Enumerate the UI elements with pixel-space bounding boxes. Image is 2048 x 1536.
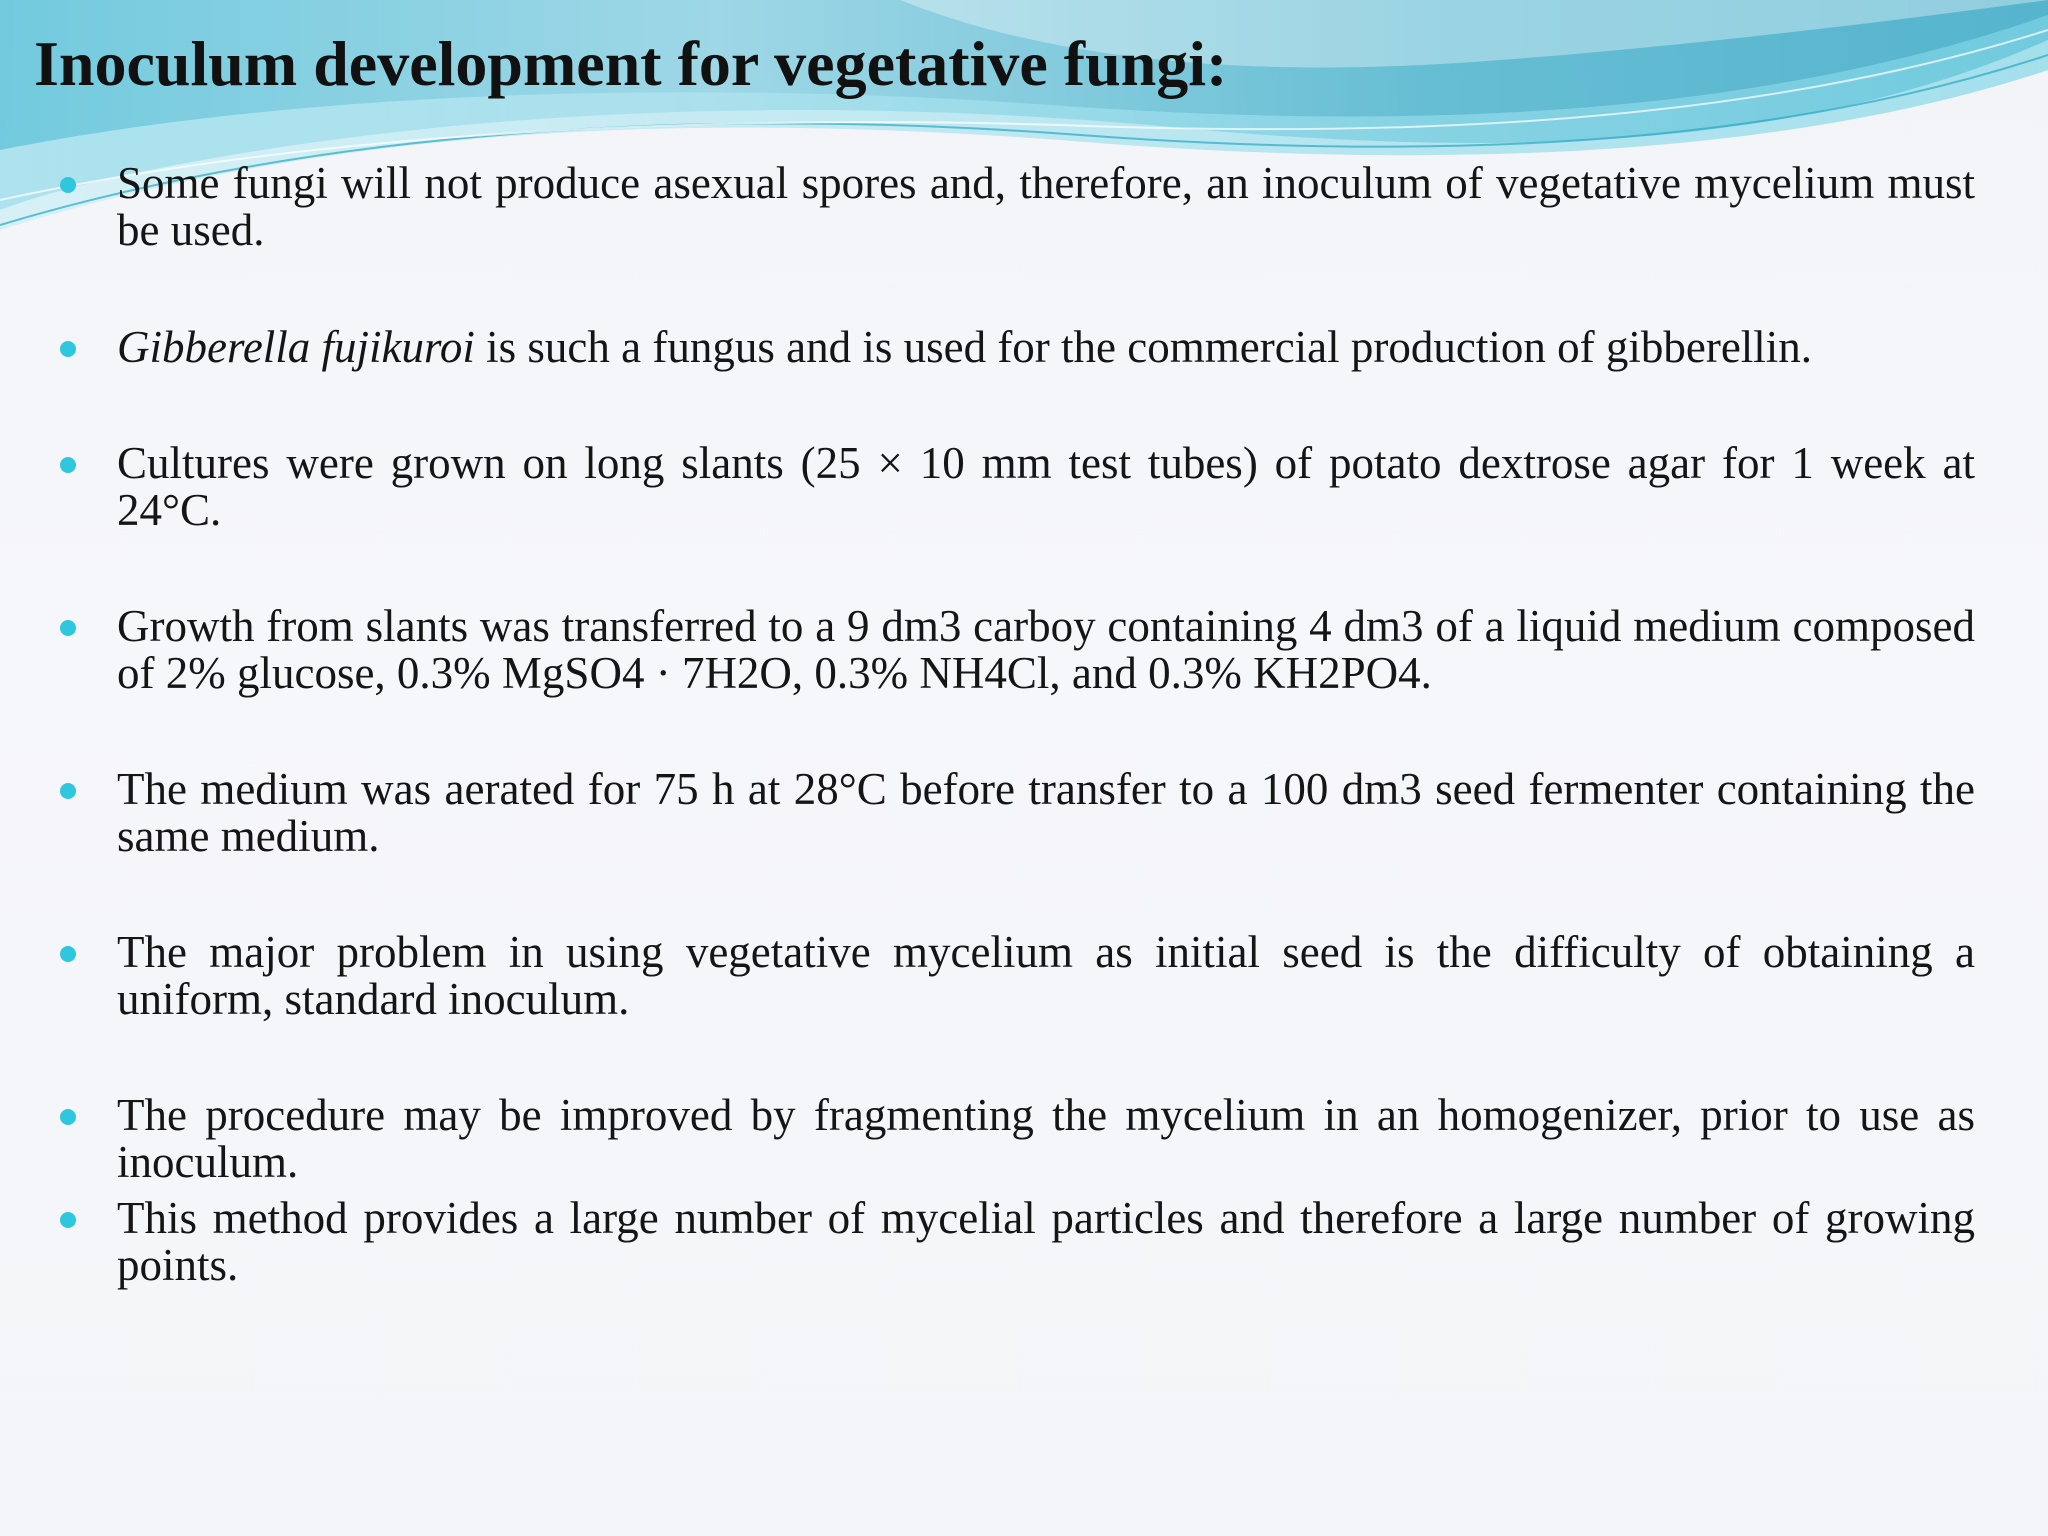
bullet-dot-icon xyxy=(60,1212,76,1228)
bullet-item xyxy=(117,440,1975,534)
bullet-dot-icon xyxy=(60,946,76,962)
species-name: Gibberella fujikuroi xyxy=(117,322,475,372)
bullet-item xyxy=(117,929,1975,1023)
bullet-text: Some fungi will not produce asexual spores and, therefore, an inoculum of vegetative mycelium must be used. xyxy=(117,158,1975,255)
bullet-dot-icon xyxy=(60,341,76,357)
bullet-text: The medium was aerated for 75 h at 28°C before transfer to a 100 dm3 seed fermenter containing the same medium. xyxy=(117,764,1975,861)
bullet-text: The procedure may be improved by fragmenting the mycelium in an homogenizer, prior to use as inoculum. xyxy=(117,1090,1975,1187)
bullet-item xyxy=(117,324,1975,371)
bullet-dot-icon xyxy=(60,783,76,799)
bullet-dot-icon xyxy=(60,177,76,193)
bullet-text: is such a fungus and is used for the commercial production of gibberellin. xyxy=(474,322,1813,372)
bullet-text: Cultures were grown on long slants (25 × 10 mm test tubes) of potato dextrose agar for 1 week at 24°C. xyxy=(117,438,1975,535)
bullet-dot-icon xyxy=(60,620,76,636)
bullet-text: This method provides a large number of mycelial particles and therefore a large number of growing points. xyxy=(117,1193,1975,1290)
bullet-dot-icon xyxy=(60,457,76,473)
bullet-dot-icon xyxy=(60,1109,76,1125)
bullet-item xyxy=(117,160,1975,254)
slide-title: Inoculum development for vegetative fungi: xyxy=(34,28,1228,99)
bullet-item xyxy=(117,766,1975,860)
bullet-item xyxy=(117,603,1975,697)
bullet-item xyxy=(117,1092,1975,1186)
bullet-text: The major problem in using vegetative mycelium as initial seed is the difficulty of obtaining a uniform, standard inoculum. xyxy=(117,927,1975,1024)
bullet-text: Growth from slants was transferred to a 9 dm3 carboy containing 4 dm3 of a liquid medium composed of 2% glucose, 0.3% MgSO4 · 7H2O, 0.3% NH4Cl, and 0.3% KH2PO4. xyxy=(117,601,1975,698)
bullet-item xyxy=(117,1195,1975,1289)
